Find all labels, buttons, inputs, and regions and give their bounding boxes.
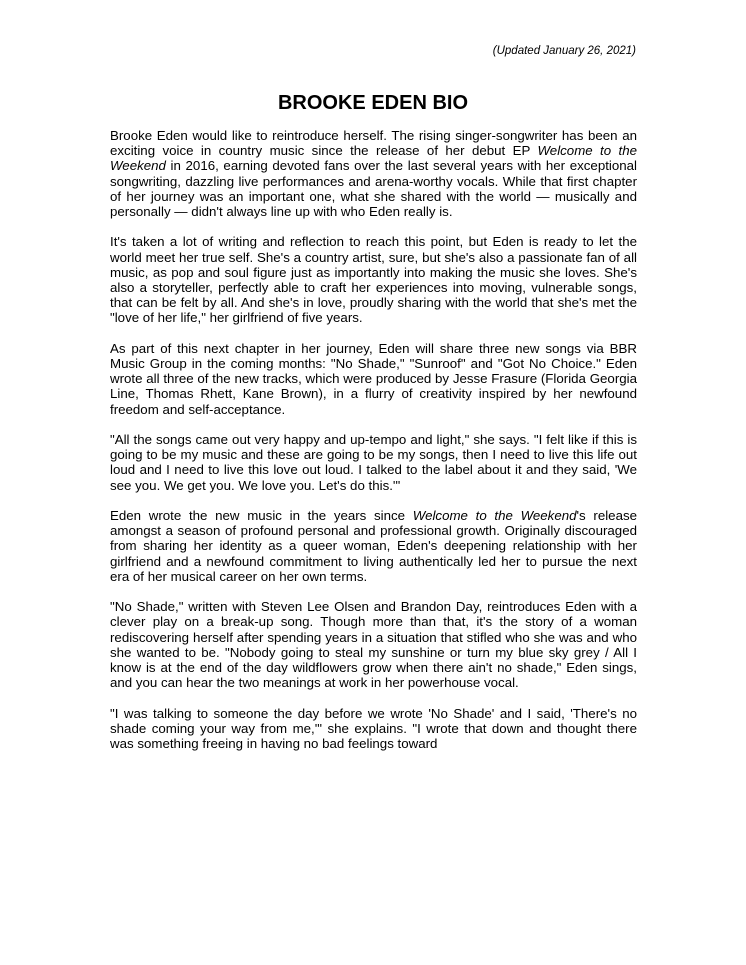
paragraph-growth xyxy=(110,508,637,584)
bio-body xyxy=(110,128,637,751)
paragraph-new-songs: As part of this next chapter in her journey, Eden will share three new songs via BBR Music Group in the coming months: "No Shade," "Sunroof" and "Got No Choice." Eden wrote all three of the new tracks, which were produced by Jesse Frasure (Florida Georgia Line, Thomas Rhett, Kane Brown), in a flurry of creativity inspired by her newfound freedom and self-acceptance. xyxy=(110,340,637,417)
page-title: BROOKE EDEN BIO xyxy=(277,92,469,114)
paragraph-intro xyxy=(110,128,637,219)
paragraph-text: Brooke Eden would like to reintroduce herself. The rising singer-songwriter has been an exciting voice in country music since the release of her debut EP xyxy=(110,128,637,159)
updated-date: (Updated January 26, 2021) xyxy=(492,45,636,57)
paragraph-no-shade: "No Shade," written with Steven Lee Olsen and Brandon Day, reintroduces Eden with a clever play on a break-up song. Though more than that, it's the story of a woman rediscovering herself after spending years in a situation that stifled who she was and who she wanted to be. "Nobody going to steal my sunshine or turn my blue sky grey / All I know is at the end of the day wildflowers grow when there ain't no shade," Eden sings, and you can hear the two meanings at work in her powerhouse vocal. xyxy=(110,599,637,691)
paragraph-explains: "I was talking to someone the day before we wrote 'No Shade' and I said, 'There's no shade coming your way from me,'" she explains. "I wrote that down and thought there was something freeing in having no bad feelings toward xyxy=(110,705,637,752)
ep-title: Welcome to the Weekend xyxy=(412,508,577,524)
paragraph-text: 's release amongst a season of profound personal and professional growth. Originally discouraged from sharing her identity as a queer woman, Eden's deepening relationship with her girlfriend and a newfound commitment to living authentically led her to pursue the next era of her musical career on her own terms. xyxy=(110,508,638,584)
paragraph-text: Eden wrote the new music in the years since xyxy=(110,508,413,524)
paragraph-quote: "All the songs came out very happy and up-tempo and light," she says. "I felt like if this is going to be my music and these are going to be my songs, then I need to live this life out loud and I need to live this love out loud. I talked to the label about it and they said, 'We see you. We get you. We love you. Let's do this.'" xyxy=(110,432,637,493)
paragraph-text: in 2016, earning devoted fans over the last several years with her exceptional songwriting, dazzling live performances and arena-worthy vocals. While that first chapter of her journey was an important one, what she shared with the world — musically and personally — didn't always line up with who Eden really is. xyxy=(110,158,637,220)
paragraph-true-self: It's taken a lot of writing and reflection to reach this point, but Eden is ready to let the world meet her true self. She's a country artist, sure, but she's also a passionate fan of all music, as pop and soul figure just as importantly into making the music she loves. She's also a storyteller, perfectly able to craft her experiences into moving, vulnerable songs, that can be felt by all. And she's in love, proudly sharing with the world that she's met the "love of her life," her girlfriend of five years. xyxy=(110,234,637,326)
ep-title: Welcome to the Weekend xyxy=(110,143,637,174)
